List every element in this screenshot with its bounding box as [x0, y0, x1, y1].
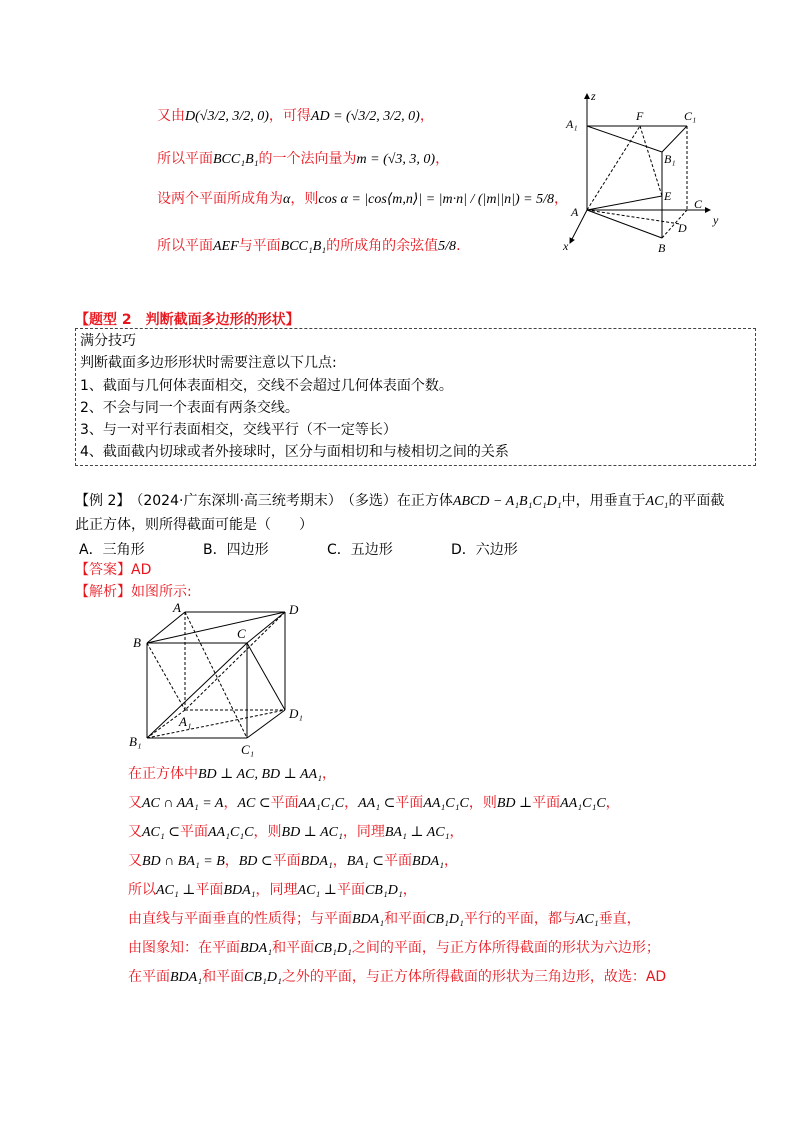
label-E: E — [664, 189, 672, 203]
label-D: D — [289, 602, 299, 617]
vector-m: m = (√3, 3, 0) — [356, 152, 436, 167]
option-b: B．四边形 — [203, 542, 269, 558]
solution-line: 所以AC₁ ⊥平面BDA₁，同理AC₁ ⊥平面CB₁D₁， — [128, 882, 417, 898]
label-B: B — [133, 635, 141, 650]
answer-value: AD — [131, 562, 152, 578]
solution-line: 由图象知：在平面BDA₁和平面CB₁D₁之间的平面，与正方体所得截面的形状为六边形； — [128, 940, 660, 956]
prism-figure — [560, 88, 730, 258]
label-A1: A₁ — [566, 117, 578, 131]
label-C1: C₁ — [241, 742, 255, 757]
label-A1: A₁ — [179, 714, 192, 729]
tips-item: 1、截面与几何体表面相交，交线不会超过几何体表面个数。 — [80, 378, 453, 394]
solution-line: 在正方体中BD ⊥ AC, BD ⊥ AA₁， — [128, 766, 337, 782]
derivation-line-4: 所以平面AEF与平面BCC₁B₁的所成角的余弦值5/8. — [157, 238, 461, 254]
label-C: C — [237, 626, 246, 641]
label-D: D — [678, 221, 687, 235]
solution-line: 由直线与平面垂直的性质得；与平面BDA₁和平面CB₁D₁平行的平面，都与AC₁垂直， — [128, 911, 641, 927]
cosine-formula: cos α = |cos⟨m,n⟩| = |m·n| / (|m||n|) = 5/8 — [318, 192, 555, 207]
option-d: D．六边形 — [451, 542, 518, 558]
answer-label: 【答案】 — [75, 562, 131, 578]
tips-item: 2、不会与同一个表面有两条交线。 — [80, 400, 299, 416]
label-A: A — [571, 205, 579, 219]
label-D1: D₁ — [289, 706, 303, 721]
analysis-line: 【解析】如图所示: — [75, 584, 192, 600]
derivation-line-1: 又由D(√3/2, 3/2, 0)，可得AD = (√3/2, 3/2, 0)， — [157, 108, 434, 124]
label-B1: B₁ — [129, 734, 142, 749]
option-c: C．五边形 — [327, 542, 393, 558]
derivation-line-2: 所以平面BCC₁B₁的一个法向量为m = (√3, 3, 0)， — [157, 151, 450, 167]
example-label: 【例 2】 — [75, 493, 131, 509]
derivation-line-3: 设两个平面所成角为α，则cos α = |cos⟨m,n⟩| = |m·n| / (|m||n|) = 5/8， — [157, 191, 569, 207]
example-source: （2024·广东深圳·高三统考期末） — [136, 493, 342, 509]
solution-line: 又AC₁ ⊂平面AA₁C₁C，则BD ⊥ AC₁，同理BA₁ ⊥ AC₁， — [128, 824, 464, 840]
tips-box — [75, 328, 756, 466]
point-D: D(√3/2, 3/2, 0) — [185, 109, 269, 124]
label-C1: C₁ — [684, 109, 697, 123]
analysis-label: 【解析】 — [75, 584, 131, 600]
tips-item: 3、与一对平行表面相交，交线平行（不一定等长） — [80, 422, 397, 438]
cube-figure — [125, 598, 315, 768]
example-line-2: 此正方体，则所得截面可能是（ ） — [75, 517, 313, 533]
label-z: z — [591, 89, 596, 103]
tips-intro: 判断截面多边形形状时需要注意以下几点: — [80, 355, 337, 371]
label-B1: B₁ — [664, 152, 676, 166]
tips-title: 满分技巧 — [80, 333, 136, 349]
example-line-1: 【例 2】 （2024·广东深圳·高三统考期末） （多选）在正方体ABCD − A₁B₁C₁D₁中，用垂直于AC₁的平面截 — [75, 493, 725, 509]
section-heading: 【题型 2 判断截面多边形的形状】 — [75, 312, 300, 328]
tips-item: 4、截面截内切球或者外接球时，区分与面相切和与棱相切之间的关系 — [80, 444, 509, 460]
label-F: F — [636, 109, 644, 123]
vector-AD: AD = (√3/2, 3/2, 0) — [310, 109, 420, 124]
label-C: C — [694, 197, 703, 211]
label-x: x — [563, 239, 569, 253]
label-A: A — [173, 600, 181, 615]
solution-line: 又AC ∩ AA₁ = A，AC ⊂平面AA₁C₁C，AA₁ ⊂平面AA₁C₁C，则BD ⊥平面AA₁C₁C， — [128, 795, 620, 811]
label-B: B — [658, 241, 666, 255]
label-y: y — [713, 213, 719, 227]
answer-line — [75, 560, 151, 580]
option-a: A．三角形 — [79, 542, 145, 558]
solution-line: 在平面BDA₁和平面CB₁D₁之外的平面，与正方体所得截面的形状为三角边形，故选：AD — [128, 969, 667, 985]
solution-line: 又BD ∩ BA₁ = B，BD ⊂平面BDA₁，BA₁ ⊂平面BDA₁， — [128, 853, 459, 869]
